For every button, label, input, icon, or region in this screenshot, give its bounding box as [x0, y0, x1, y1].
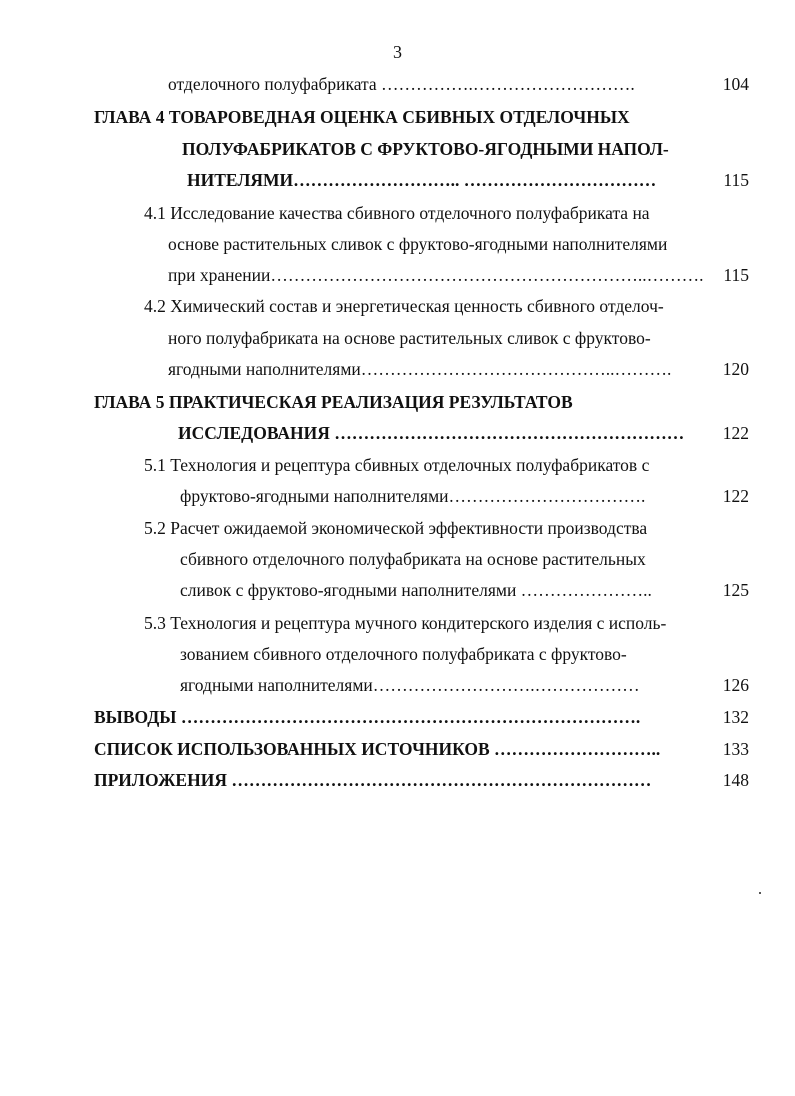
toc-page-number: 126: [722, 675, 749, 695]
references-entry: СПИСОК ИСПОЛЬЗОВАННЫХ ИСТОЧНИКОВ ………………………..: [94, 739, 661, 759]
section-entry: 5.3 Технология и рецептура мучного кондитерского изделия с исполь-: [144, 613, 667, 633]
conclusions-entry: ВЫВОДЫ …………………………………………………………………….: [94, 707, 641, 727]
chapter-heading: ГЛАВА 4 ТОВАРОВЕДНАЯ ОЦЕНКА СБИВНЫХ ОТДЕЛОЧНЫХ: [94, 107, 630, 127]
section-entry: фруктово-ягодными наполнителями…………………………….: [180, 486, 646, 506]
toc-page-number: 132: [722, 707, 749, 727]
chapter-heading: НИТЕЛЯМИ……………………….. ……………………………: [187, 170, 657, 190]
toc-page-number: 104: [722, 74, 749, 94]
section-entry: зованием сбивного отделочного полуфабриката с фруктово-: [180, 644, 627, 664]
toc-line: отделочного полуфабриката …………….……………………….: [168, 74, 635, 94]
section-entry: основе растительных сливок с фруктово-ягодными наполнителями: [168, 234, 668, 254]
page-number: 3: [393, 42, 402, 62]
section-entry: сбивного отделочного полуфабриката на основе растительных: [180, 549, 646, 569]
toc-page-number: 125: [722, 580, 749, 600]
toc-page-number: 115: [723, 170, 749, 190]
section-entry: ного полуфабриката на основе растительных сливок с фруктово-: [168, 328, 651, 348]
chapter-heading: ГЛАВА 5 ПРАКТИЧЕСКАЯ РЕАЛИЗАЦИЯ РЕЗУЛЬТАТОВ: [94, 392, 573, 412]
toc-page-number: 120: [722, 359, 749, 379]
toc-page-number: 122: [722, 486, 749, 506]
section-entry: ягодными наполнителями……………………….………………: [180, 675, 640, 695]
section-entry: ягодными наполнителями……………………………………..……….: [168, 359, 672, 379]
section-entry: 4.1 Исследование качества сбивного отделочного полуфабриката на: [144, 203, 650, 223]
section-entry: 5.2 Расчет ожидаемой экономической эффективности производства: [144, 518, 648, 538]
toc-page-number: 133: [722, 739, 749, 759]
scan-speck: [759, 892, 761, 894]
toc-page-number: 122: [722, 423, 749, 443]
section-entry: 4.2 Химический состав и энергетическая ценность сбивного отделоч-: [144, 296, 664, 316]
section-entry: сливок с фруктово-ягодными наполнителями …………………..: [180, 580, 652, 600]
toc-page-number: 148: [722, 770, 749, 790]
toc-page-number: 115: [723, 265, 749, 285]
section-entry: 5.1 Технология и рецептура сбивных отделочных полуфабрикатов с: [144, 455, 650, 475]
chapter-heading: ИССЛЕДОВАНИЯ ……………………………………………………: [178, 423, 685, 443]
appendices-entry: ПРИЛОЖЕНИЯ ………………………………………………………………: [94, 770, 652, 790]
section-entry: при хранении………………………………………………………..……….: [168, 265, 704, 285]
chapter-heading: ПОЛУФАБРИКАТОВ С ФРУКТОВО-ЯГОДНЫМИ НАПОЛ-: [182, 139, 669, 159]
